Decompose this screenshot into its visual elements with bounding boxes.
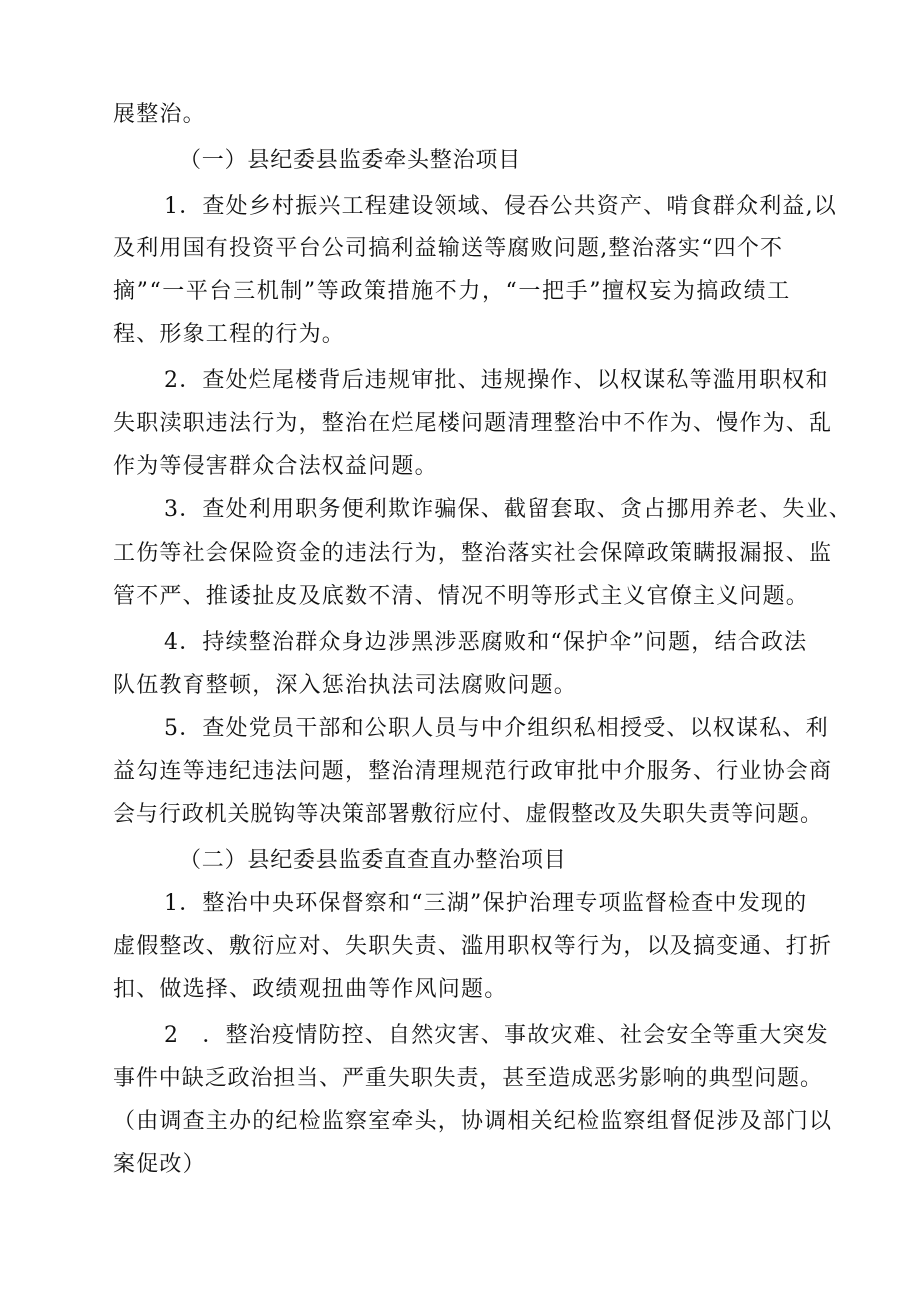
paragraph-line: 案促改） <box>113 1152 206 1177</box>
paragraph-line: 摘”“一平台三机制”等政策措施不力，“一把手”擅权妄为搞政绩工 <box>113 279 791 304</box>
paragraph-line: 程、形象工程的行为。 <box>113 322 346 347</box>
paragraph-line: 虚假整改、敷衍应对、失职失责、滥用职权等行为，以及搞变通、打折 <box>113 934 833 959</box>
paragraph-line: 作为等侵害群众合法权益问题。 <box>113 454 438 479</box>
section-heading-1: （一）县纪委县监委牵头整治项目 <box>179 148 522 173</box>
paragraph-line: 1．查处乡村振兴工程建设领域、侵吞公共资产、啃食群众利益,以 <box>164 194 837 219</box>
paragraph-line: 4．持续整治群众身边涉黑涉恶腐败和“保护伞”问题，结合政法 <box>164 630 808 655</box>
paragraph-line: 3．查处利用职务便利欺诈骗保、截留套取、贪占挪用养老、失业、 <box>164 497 852 522</box>
section-heading-2: （二）县纪委县监委直查直办整治项目 <box>179 848 567 873</box>
paragraph-line: 扣、做选择、政绩观扭曲等作风问题。 <box>113 977 508 1002</box>
paragraph-line: 2 ．整治疫情防控、自然灾害、事故灾难、社会安全等重大突发 <box>164 1023 829 1048</box>
paragraph-line: 队伍教育整顿，深入惩治执法司法腐败问题。 <box>113 673 578 698</box>
paragraph-line: （由调查主办的纪检监察室牵头，协调相关纪检监察组督促涉及部门以 <box>113 1109 833 1134</box>
paragraph-line: 2．查处烂尾楼背后违规审批、违规操作、以权谋私等滥用职权和 <box>164 368 829 393</box>
paragraph-line: 及利用国有投资平台公司搞利益输送等腐败问题,整治落实“四个不 <box>113 236 784 261</box>
paragraph-line: 会与行政机关脱钩等决策部署敷衍应付、虚假整改及失职失责等问题。 <box>113 802 823 827</box>
paragraph-line: 益勾连等违纪违法问题，整治清理规范行政审批中介服务、行业协会商 <box>113 759 833 784</box>
paragraph-line: 1．整治中央环保督察和“三湖”保护治理专项监督检查中发现的 <box>164 891 808 916</box>
paragraph-line: 5．查处党员干部和公职人员与中介组织私相授受、以权谋私、利 <box>164 716 829 741</box>
paragraph-line: 展整治。 <box>113 102 206 127</box>
paragraph-line: 管不严、推诿扯皮及底数不清、情况不明等形式主义官僚主义问题。 <box>113 584 810 609</box>
paragraph-line: 工伤等社会保险资金的违法行为，整治落实社会保障政策瞒报漏报、监 <box>113 541 833 566</box>
paragraph-line: 事件中缺乏政治担当、严重失职失责，甚至造成恶劣影响的典型问题。 <box>113 1066 823 1091</box>
paragraph-line: 失职渎职违法行为，整治在烂尾楼问题清理整治中不作为、慢作为、乱 <box>113 411 833 436</box>
